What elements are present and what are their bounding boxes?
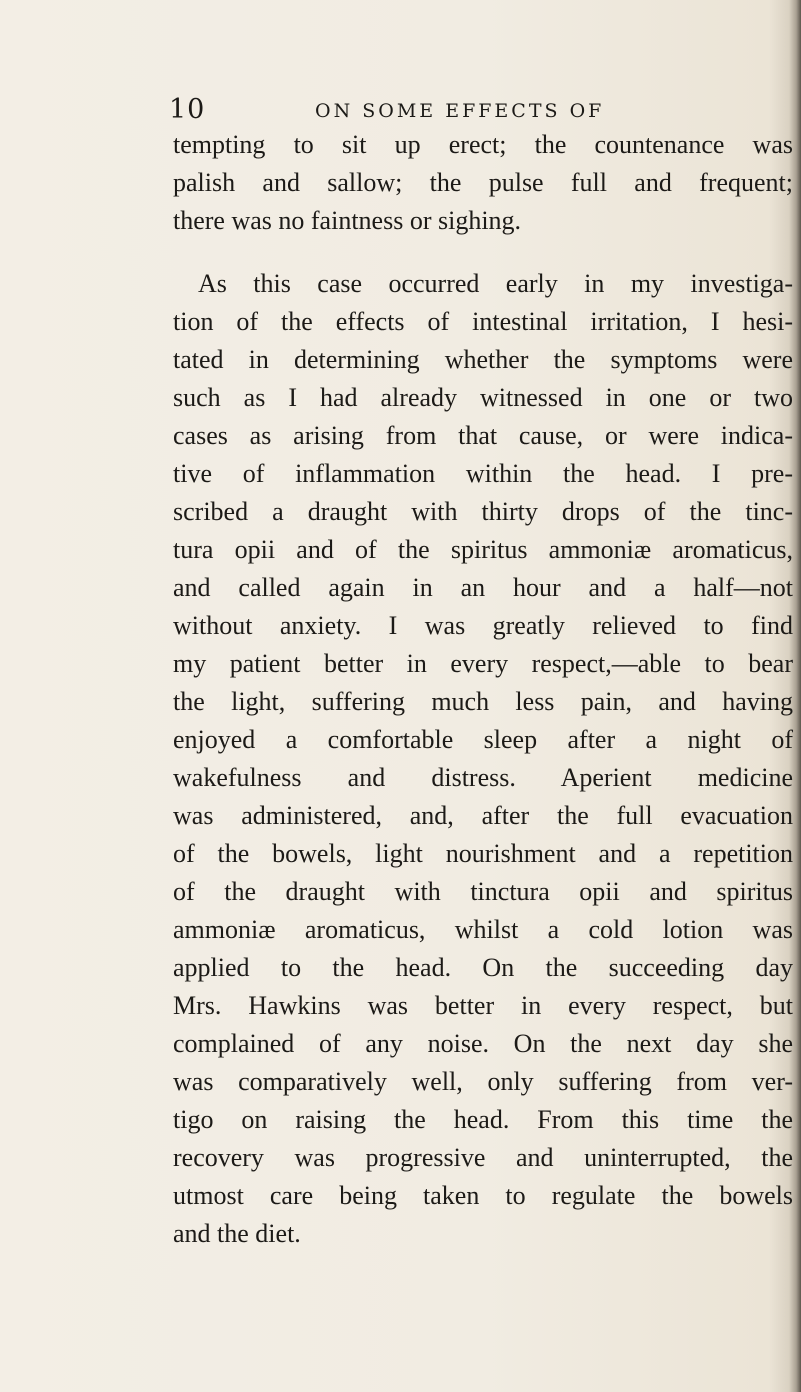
- paragraph: [173, 126, 793, 240]
- text-line: my patient better in every respect,—able to bear: [173, 649, 793, 678]
- text-line: recovery was progressive and uninterrupted, the: [173, 1143, 793, 1172]
- text-line: tura opii and of the spiritus ammoniæ aromaticus,: [173, 535, 793, 564]
- running-title: ON SOME EFFECTS OF: [315, 100, 605, 122]
- text-line: tion of the effects of intestinal irritation, I hesi-: [173, 307, 793, 336]
- text-line: tigo on raising the head. From this time the: [173, 1105, 793, 1134]
- paragraph-gap: [173, 240, 793, 265]
- text-line: and the diet.: [173, 1219, 301, 1248]
- text-line: palish and sallow; the pulse full and frequent;: [173, 168, 793, 197]
- text-line: applied to the head. On the succeeding day: [173, 953, 793, 982]
- text-line: tive of inflammation within the head. I pre-: [173, 459, 793, 488]
- text-line: and called again in an hour and a half—not: [173, 573, 793, 602]
- text-line: of the bowels, light nourishment and a repetition: [173, 839, 793, 868]
- text-line: of the draught with tinctura opii and spiritus: [173, 877, 793, 906]
- text-line: scribed a draught with thirty drops of the tinc-: [173, 497, 793, 526]
- page-number: 10: [169, 94, 206, 125]
- text-line: complained of any noise. On the next day she: [173, 1029, 793, 1058]
- text-line: utmost care being taken to regulate the bowels: [173, 1181, 793, 1210]
- text-line: wakefulness and distress. Aperient medicine: [173, 763, 793, 792]
- text-line: the light, suffering much less pain, and having: [173, 687, 793, 716]
- paragraph: [173, 265, 793, 1253]
- text-line: cases as arising from that cause, or were indica-: [173, 421, 793, 450]
- text-line: was comparatively well, only suffering from ver-: [173, 1067, 793, 1096]
- text-line: tempting to sit up erect; the countenance was: [173, 130, 793, 159]
- text-line: Mrs. Hawkins was better in every respect, but: [173, 991, 793, 1020]
- text-line: was administered, and, after the full evacuation: [173, 801, 793, 830]
- text-line: such as I had already witnessed in one or two: [173, 383, 793, 412]
- text-line: there was no faintness or sighing.: [173, 206, 522, 235]
- text-line: enjoyed a comfortable sleep after a night of: [173, 725, 793, 754]
- text-line: ammoniæ aromaticus, whilst a cold lotion was: [173, 915, 793, 944]
- text-line: tated in determining whether the symptoms were: [173, 345, 793, 374]
- body-text: [173, 126, 793, 1253]
- text-line: As this case occurred early in my investiga-: [198, 269, 793, 298]
- text-line: without anxiety. I was greatly relieved to find: [173, 611, 793, 640]
